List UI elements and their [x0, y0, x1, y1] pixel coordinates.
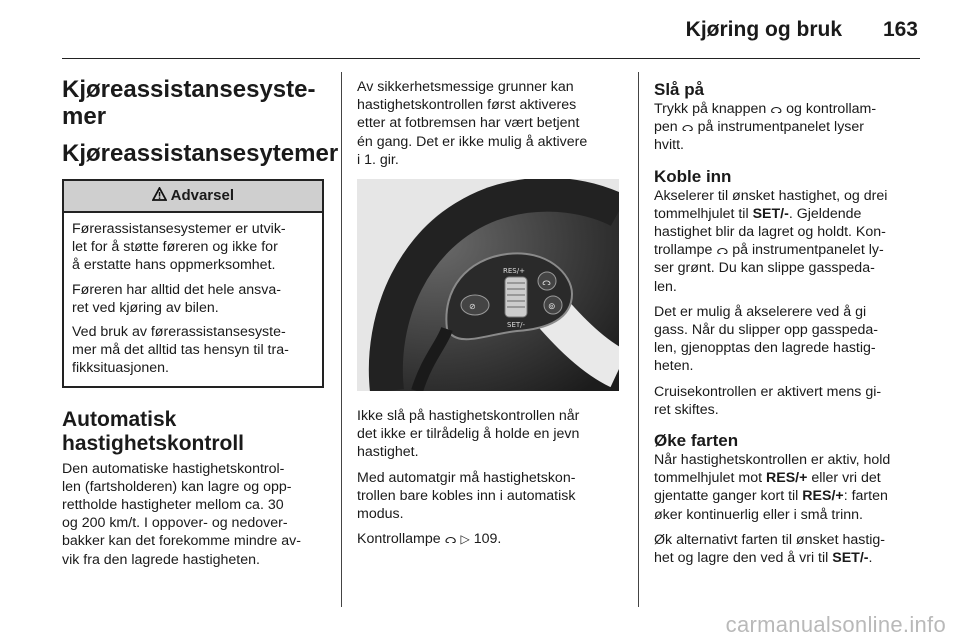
cruise-control-icon: ᯋ [444, 532, 457, 547]
warning-paragraph-3: Ved bruk av førerassistansesyste- mer må det alltid tas hensyn til tra- fikksituasjonen. [72, 324, 289, 377]
watermark: carmanualsonline.info [725, 612, 946, 637]
safety-paragraph: Av sikkerhetsmessige grunner kan hastighetskontrollen først aktiveres etter at fotbremsen har vært betjent én gang. Det er ikke mulig å aktivere i 1. gir. [357, 79, 588, 168]
cruise-control-icon: ᯋ [770, 102, 783, 116]
warning-paragraph-2: Føreren har alltid det hele ansva- ret ved kjøring av bilen. [72, 281, 281, 316]
warning-paragraph-1: Førerassistansesystemer er utvik- let for å støtte føreren og ikke for å erstatte hans oppmerksomhet. [72, 221, 286, 274]
warning-box [62, 179, 324, 388]
svg-text:ᯋ: ᯋ [542, 278, 552, 289]
section-increase-speed: Øke farten Når hastighetskontrollen er aktiv, hold tommelhjulet mot RES/+ eller vri det gjentatte ganger kort til RES/+: farten øker kontinuerlig eller i små trinn. Øk alternativt farten til ønsket hastig- het og lagre den ved å vri til SET/-. [654, 431, 920, 567]
switch-on-title: Slå på [654, 80, 705, 99]
section-intro: Den automatiske hastighetskontrol- len (fartsholderen) kan lagre og opp- rettholde hastigheter mellom ca. 30 og 200 km/t. I oppover- og nedover- bakker kan det forekomme mindre av- vik fra den lagrede hastigheten. [62, 460, 301, 568]
page-header [0, 0, 960, 56]
cruise-control-icon: ᯋ [716, 243, 729, 258]
section-engage: Koble inn Akselerer til ønsket hastighet, og drei tommelhjulet til SET/-. Gjeldende hastighet blir da lagret og holdt. Kon- trollampe ᯋ på instrumentpanelet ly- ser grønt. Du kan slippe gasspeda- len. Det er mulig å akselerere ved å gi gass. Når du slipper opp gasspeda- len, gjenopptas den lagrede hastig- heten. Cruisekontrollen er aktivert mens gi- ret skiftes. [654, 167, 920, 419]
header-title: Kjøring og bruk [685, 18, 842, 41]
column-divider-1 [341, 72, 342, 607]
warning-triangle-icon [152, 187, 171, 204]
section-title: Automatisk hastighetskontroll [62, 407, 245, 455]
warning-header [64, 181, 322, 213]
set-label: SET/- [507, 321, 526, 330]
svg-text:⊘: ⊘ [469, 302, 476, 312]
column-2 [357, 78, 619, 555]
svg-text:⊚: ⊚ [548, 302, 556, 313]
indicator-reference: Kontrollampe ᯋ ▷ 109. [357, 531, 502, 548]
page-reference-link[interactable]: 109. [473, 531, 502, 548]
res-label: RES/+ [503, 267, 525, 276]
column-3 [654, 80, 920, 574]
engage-title: Koble inn [654, 166, 732, 186]
page-reference-icon: ▷ [460, 532, 470, 547]
section-switch-on: Slå på Trykk på knappen ᯋ og kontrollam- pen ᯋ på instrumentpanelet lyser hvitt. [654, 80, 920, 155]
warning-title: Advarsel [170, 187, 234, 204]
increase-speed-title: Øke farten [654, 431, 739, 451]
automatic-paragraph: Med automatgir må hastighetskon- trollen bare kobles inn i automatisk modus. [357, 469, 576, 523]
caution-paragraph: Ikke slå på hastighetskontrollen når det ikke er tilrådelig å holde en jevn hastighet. [357, 408, 580, 461]
column-divider-2 [638, 72, 639, 607]
header-divider [62, 58, 920, 59]
warning-body [64, 213, 322, 386]
chapter-subtitle: Kjøreassistansesytemer [62, 140, 339, 167]
chapter-title: Kjøreassistansesyste- mer [62, 76, 316, 130]
steering-wheel-photo [357, 179, 619, 391]
page-number: 163 [882, 18, 918, 41]
cruise-control-icon: ᯋ [681, 120, 694, 135]
column-1 [62, 74, 339, 576]
